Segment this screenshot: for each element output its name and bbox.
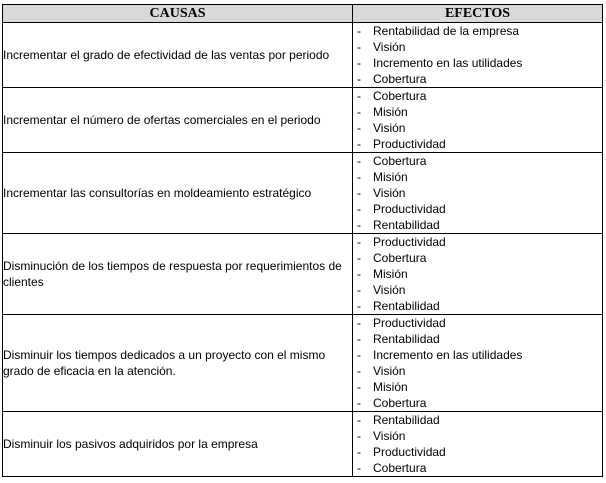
effect-item — [353, 363, 602, 379]
effect-label: Productividad — [373, 235, 446, 249]
effect-item — [353, 428, 602, 444]
bullet-dash: - — [357, 364, 361, 378]
bullet-dash: - — [357, 72, 361, 86]
effect-label: Cobertura — [373, 154, 427, 168]
bullet-dash: - — [357, 40, 361, 54]
effects-cell — [353, 23, 603, 88]
effect-label: Visión — [373, 40, 406, 54]
effect-item — [353, 71, 602, 87]
effect-item — [353, 39, 602, 55]
bullet-dash: - — [357, 299, 361, 313]
effect-label: Rentabilidad — [373, 332, 440, 346]
effect-item — [353, 185, 602, 201]
table-row — [3, 23, 603, 88]
bullet-dash: - — [357, 251, 361, 265]
effect-item — [353, 266, 602, 282]
header-effects: EFECTOS — [353, 5, 603, 23]
effects-list — [353, 412, 602, 476]
causes-effects-table — [2, 4, 603, 477]
cause-cell: Disminución de los tiempos de respuesta por requerimientos de clientes — [3, 234, 353, 315]
bullet-dash: - — [357, 380, 361, 394]
effect-item — [353, 153, 602, 169]
effect-label: Incremento en las utilidades — [373, 348, 523, 362]
effect-label: Visión — [373, 364, 406, 378]
effect-label: Misión — [373, 105, 408, 119]
effect-item — [353, 104, 602, 120]
effect-label: Incremento en las utilidades — [373, 56, 523, 70]
effect-item — [353, 379, 602, 395]
bullet-dash: - — [357, 154, 361, 168]
effect-label: Visión — [373, 283, 406, 297]
bullet-dash: - — [357, 202, 361, 216]
effect-label: Visión — [373, 121, 406, 135]
effect-item — [353, 23, 602, 39]
effect-label: Cobertura — [373, 72, 427, 86]
bullet-dash: - — [357, 121, 361, 135]
bullet-dash: - — [357, 24, 361, 38]
effect-item — [353, 282, 602, 298]
effect-item — [353, 250, 602, 266]
bullet-dash: - — [357, 332, 361, 346]
bullet-dash: - — [357, 56, 361, 70]
effect-label: Rentabilidad — [373, 299, 440, 313]
effect-label: Misión — [373, 267, 408, 281]
effect-label: Visión — [373, 186, 406, 200]
effect-item — [353, 395, 602, 411]
effect-label: Misión — [373, 170, 408, 184]
effect-label: Productividad — [373, 202, 446, 216]
bullet-dash: - — [357, 267, 361, 281]
effect-item — [353, 315, 602, 331]
effect-item — [353, 412, 602, 428]
table-body — [3, 23, 603, 477]
cause-cell: Disminuir los pasivos adquiridos por la empresa — [3, 412, 353, 477]
effect-label: Cobertura — [373, 461, 427, 475]
table-row — [3, 153, 603, 234]
effect-item — [353, 55, 602, 71]
cause-cell: Incrementar el número de ofertas comerciales en el periodo — [3, 88, 353, 153]
cause-cell: Disminuir los tiempos dedicados a un proyecto con el mismo grado de eficacia en la atención. — [3, 315, 353, 412]
effect-label: Productividad — [373, 316, 446, 330]
effects-list — [353, 88, 602, 152]
effect-label: Productividad — [373, 137, 446, 151]
bullet-dash: - — [357, 429, 361, 443]
cause-cell: Incrementar las consultorías en moldeamiento estratégico — [3, 153, 353, 234]
effect-label: Rentabilidad de la empresa — [373, 24, 520, 38]
effects-cell — [353, 234, 603, 315]
table-row — [3, 88, 603, 153]
header-row — [3, 5, 603, 23]
table-row — [3, 234, 603, 315]
effect-label: Misión — [373, 380, 408, 394]
effects-list — [353, 153, 602, 233]
table-row — [3, 412, 603, 477]
effects-list — [353, 234, 602, 314]
bullet-dash: - — [357, 218, 361, 232]
bullet-dash: - — [357, 316, 361, 330]
effects-list — [353, 315, 602, 411]
table-row — [3, 315, 603, 412]
effect-label: Cobertura — [373, 396, 427, 410]
bullet-dash: - — [357, 396, 361, 410]
effect-item — [353, 169, 602, 185]
effect-label: Productividad — [373, 445, 446, 459]
effect-item — [353, 120, 602, 136]
effect-item — [353, 136, 602, 152]
header-causes: CAUSAS — [3, 5, 353, 23]
effects-cell — [353, 315, 603, 412]
effect-item — [353, 88, 602, 104]
cause-cell: Incrementar el grado de efectividad de las ventas por periodo — [3, 23, 353, 88]
effect-item — [353, 460, 602, 476]
bullet-dash: - — [357, 445, 361, 459]
bullet-dash: - — [357, 170, 361, 184]
effect-item — [353, 331, 602, 347]
effect-label: Cobertura — [373, 89, 427, 103]
bullet-dash: - — [357, 89, 361, 103]
effect-label: Visión — [373, 429, 406, 443]
effect-label: Cobertura — [373, 251, 427, 265]
effects-cell — [353, 412, 603, 477]
bullet-dash: - — [357, 348, 361, 362]
effects-list — [353, 23, 602, 87]
bullet-dash: - — [357, 461, 361, 475]
bullet-dash: - — [357, 413, 361, 427]
bullet-dash: - — [357, 283, 361, 297]
effect-item — [353, 347, 602, 363]
bullet-dash: - — [357, 137, 361, 151]
bullet-dash: - — [357, 186, 361, 200]
effect-item — [353, 298, 602, 314]
bullet-dash: - — [357, 235, 361, 249]
effect-label: Rentabilidad — [373, 413, 440, 427]
bullet-dash: - — [357, 105, 361, 119]
effect-item — [353, 201, 602, 217]
effect-item — [353, 444, 602, 460]
effect-item — [353, 217, 602, 233]
effects-cell — [353, 88, 603, 153]
effect-item — [353, 234, 602, 250]
effects-cell — [353, 153, 603, 234]
effect-label: Rentabilidad — [373, 218, 440, 232]
